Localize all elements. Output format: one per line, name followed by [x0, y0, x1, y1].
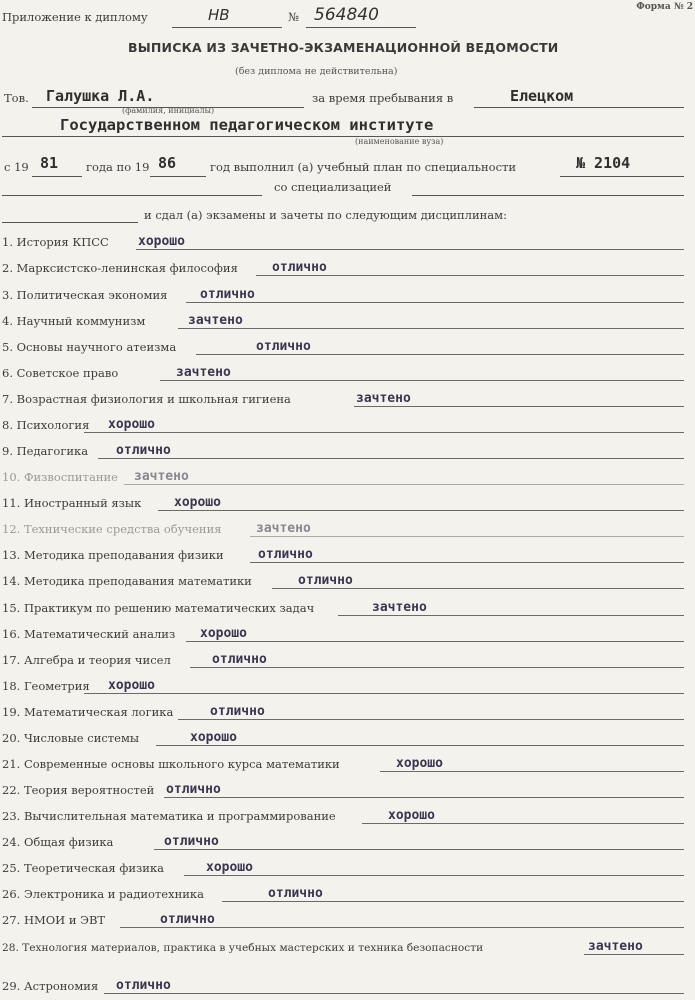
subject-row	[0, 567, 695, 593]
institution-name: Государственном педагогическом институте	[60, 116, 434, 134]
exams-text: и сдал (а) экзамены и зачеты по следующим дисциплинам:	[144, 208, 507, 222]
period-from-prefix: с 19	[4, 160, 29, 174]
exams-underline	[2, 222, 138, 223]
subject-row	[0, 972, 695, 998]
row-underline	[164, 797, 684, 798]
subject-grade: отлично	[166, 782, 221, 797]
row-underline	[84, 432, 684, 433]
subject-row	[0, 307, 695, 333]
subject-name: 20. Числовые системы	[2, 731, 140, 745]
subject-name: 14. Методика преподавания математики	[2, 574, 252, 588]
period-middle: года по 19	[86, 160, 150, 174]
subject-row	[0, 646, 695, 672]
subject-grade: отлично	[160, 912, 215, 927]
row-underline	[584, 954, 684, 955]
subject-grade: отлично	[212, 652, 267, 667]
subject-grade: отлично	[272, 260, 327, 275]
row-underline	[84, 693, 684, 694]
subject-row	[0, 359, 695, 385]
student-name-caption: (фамилия, инициалы)	[122, 106, 215, 115]
subject-grade: зачтено	[372, 600, 427, 615]
specialty-number: № 2104	[576, 154, 631, 172]
row-underline	[354, 406, 684, 407]
row-underline	[250, 562, 684, 563]
row-underline	[104, 993, 684, 994]
student-name: Галушка Л.А.	[46, 87, 155, 105]
subject-row	[0, 724, 695, 750]
subject-grade: отлично	[116, 978, 171, 993]
row-underline	[156, 745, 684, 746]
diploma-number: 564840	[314, 5, 379, 25]
row-underline	[196, 354, 684, 355]
subject-grade: хорошо	[174, 495, 221, 510]
plan-text: год выполнил (а) учебный план по специальности	[210, 160, 517, 174]
row-underline	[158, 510, 684, 511]
subject-grade: хорошо	[396, 756, 443, 771]
subject-row	[0, 776, 695, 802]
subject-row	[0, 281, 695, 307]
row-underline	[178, 719, 684, 720]
row-underline	[186, 641, 684, 642]
subject-name: 7. Возрастная физиология и школьная гигиена	[2, 392, 291, 406]
subject-row	[0, 228, 695, 254]
subject-name: 5. Основы научного атеизма	[2, 340, 177, 354]
subject-name: 28. Технология материалов, практика в учебных мастерских и техника безопасности	[2, 942, 484, 954]
subject-grade: отлично	[164, 834, 219, 849]
specialization-underline-left	[2, 195, 262, 196]
subject-name: 19. Математическая логика	[2, 705, 174, 719]
subject-name: 27. НМОИ и ЭВТ	[2, 913, 106, 927]
number-underline	[306, 27, 416, 28]
number-sign: №	[288, 10, 299, 24]
row-underline	[160, 380, 684, 381]
subject-row	[0, 906, 695, 932]
subject-row	[0, 620, 695, 646]
specialization-text: со специализацией	[274, 180, 392, 194]
subject-row	[0, 437, 695, 463]
city-underline	[474, 107, 684, 108]
subject-grade: зачтено	[134, 469, 189, 484]
document-title: ВЫПИСКА ИЗ ЗАЧЕТНО-ЭКЗАМЕНАЦИОННОЙ ВЕДОМОСТИ	[128, 40, 559, 55]
institution-caption: (наименование вуза)	[355, 137, 444, 146]
subject-grade: хорошо	[108, 417, 155, 432]
subject-row	[0, 698, 695, 724]
subject-row	[0, 385, 695, 411]
subject-name: 29. Астрономия	[2, 979, 99, 993]
subject-row	[0, 333, 695, 359]
row-underline	[222, 901, 684, 902]
student-prefix: Тов.	[4, 91, 29, 105]
series-underline	[172, 27, 282, 28]
subject-name: 12. Технические средства обучения	[2, 522, 222, 536]
from-year-underline	[32, 176, 82, 177]
subject-grade: зачтено	[176, 365, 231, 380]
subject-name: 24. Общая физика	[2, 835, 114, 849]
subject-grade: хорошо	[190, 730, 237, 745]
subject-row	[0, 515, 695, 541]
subject-name: 1. История КПСС	[2, 235, 109, 249]
stay-text: за время пребывания в	[312, 91, 454, 105]
subject-row	[0, 463, 695, 489]
subject-row	[0, 880, 695, 906]
institution-underline	[2, 136, 684, 137]
row-underline	[154, 849, 684, 850]
subject-name: 3. Политическая экономия	[2, 288, 168, 302]
subject-grade: зачтено	[356, 391, 411, 406]
document-subtitle: (без диплома не действительна)	[235, 66, 398, 77]
subject-grade: хорошо	[388, 808, 435, 823]
subject-row	[0, 489, 695, 515]
row-underline	[380, 771, 684, 772]
city: Елецком	[510, 87, 574, 105]
subject-grade: отлично	[210, 704, 265, 719]
subject-name: 11. Иностранный язык	[2, 496, 142, 510]
subject-row	[0, 854, 695, 880]
row-underline	[256, 275, 684, 276]
diploma-series: НВ	[208, 6, 230, 24]
subject-row	[0, 541, 695, 567]
subject-name: 18. Геометрия	[2, 679, 90, 693]
subject-name: 23. Вычислительная математика и программирование	[2, 809, 336, 823]
subject-name: 4. Научный коммунизм	[2, 314, 146, 328]
subject-row	[0, 254, 695, 280]
subject-name: 26. Электроника и радиотехника	[2, 887, 204, 901]
row-underline	[190, 667, 684, 668]
subject-grade: хорошо	[200, 626, 247, 641]
subject-grade: отлично	[268, 886, 323, 901]
subject-grade: зачтено	[588, 939, 643, 954]
subject-name: 15. Практикум по решению математических задач	[2, 601, 315, 615]
row-underline	[98, 458, 684, 459]
row-underline	[186, 302, 684, 303]
to-year: 86	[158, 154, 177, 172]
subject-name: 16. Математический анализ	[2, 627, 176, 641]
subject-row	[0, 750, 695, 776]
row-underline	[184, 875, 684, 876]
subject-name: 2. Марксистско-ленинская философия	[2, 261, 238, 275]
subject-grade: зачтено	[188, 313, 243, 328]
specialty-underline	[560, 176, 684, 177]
row-underline	[272, 588, 684, 589]
row-underline	[120, 927, 684, 928]
subject-name: 17. Алгебра и теория чисел	[2, 653, 171, 667]
subject-grade: хорошо	[206, 860, 253, 875]
subject-row	[0, 411, 695, 437]
subject-grade: отлично	[256, 339, 311, 354]
subject-grade: отлично	[258, 547, 313, 562]
subject-grade: хорошо	[108, 678, 155, 693]
subject-row	[0, 828, 695, 854]
row-underline	[250, 536, 684, 537]
subject-grade: отлично	[116, 443, 171, 458]
subject-name: 9. Педагогика	[2, 444, 89, 458]
row-underline	[178, 328, 684, 329]
form-label: Форма № 2	[636, 2, 693, 12]
subject-name: 10. Физвоспитание	[2, 470, 118, 484]
subject-name: 22. Теория вероятностей	[2, 783, 155, 797]
subject-name: 8. Психология	[2, 418, 90, 432]
subject-row	[0, 933, 695, 959]
subject-row	[0, 802, 695, 828]
subject-name: 6. Советское право	[2, 366, 119, 380]
row-underline	[362, 823, 684, 824]
subject-grade: отлично	[298, 573, 353, 588]
from-year: 81	[40, 154, 59, 172]
row-underline	[124, 484, 684, 485]
row-underline	[338, 615, 684, 616]
subject-row	[0, 672, 695, 698]
row-underline	[136, 249, 684, 250]
subject-grade: хорошо	[138, 234, 185, 249]
subject-grade: зачтено	[256, 521, 311, 536]
specialization-underline-right	[412, 195, 684, 196]
subject-name: 25. Теоретическая физика	[2, 861, 164, 875]
subject-grade: отлично	[200, 287, 255, 302]
subject-name: 13. Методика преподавания физики	[2, 548, 224, 562]
subject-name: 21. Современные основы школьного курса математики	[2, 757, 340, 771]
to-year-underline	[150, 176, 206, 177]
appendix-label: Приложение к диплому	[2, 10, 148, 24]
subject-row	[0, 594, 695, 620]
